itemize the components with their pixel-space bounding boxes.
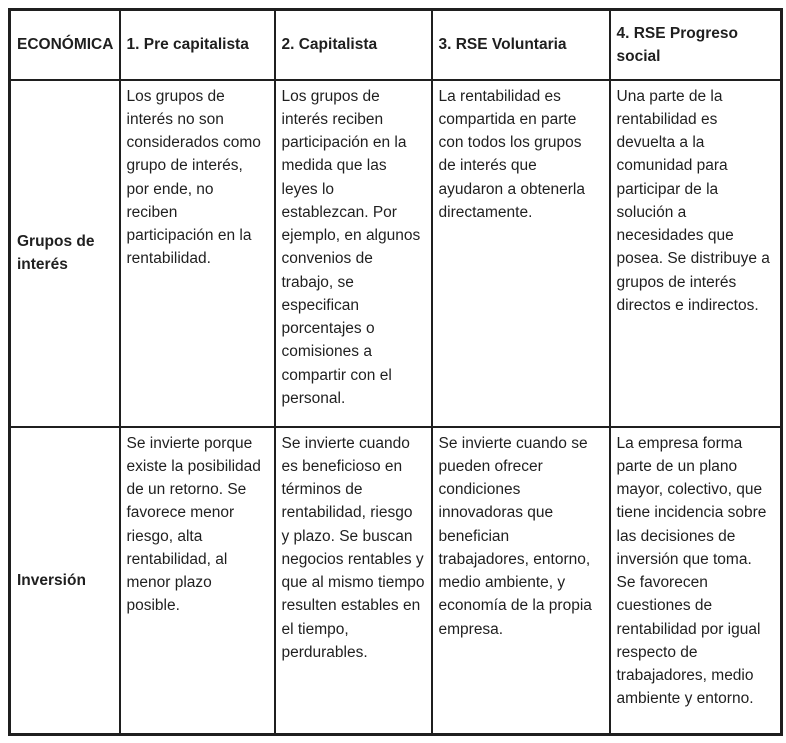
table-row-inversion (10, 427, 782, 735)
table-cell: Se invierte cuando se pueden ofrecer condiciones innovadoras que benefician trabajadores, entorno, medio ambiente, y economía de la propia empresa. (432, 427, 610, 735)
table-cell: Se invierte porque existe la posibilidad de un retorno. Se favorece menor riesgo, alta rentabilidad, al menor plazo posible. (120, 427, 275, 735)
row-header-grupos-de-interes: Grupos de interés (10, 80, 120, 427)
table-cell: La empresa forma parte de un plano mayor, colectivo, que tiene incidencia sobre las decisiones de inversión que toma. Se favorecen cuestiones de rentabilidad por igual respecto de trabajadores, medio ambiente y entorno. (610, 427, 782, 735)
table-cell: La rentabilidad es compartida en parte con todos los grupos de interés que ayudaron a obtenerla directamente. (432, 80, 610, 427)
comparison-table (8, 8, 783, 736)
column-header-capitalista: 2. Capitalista (275, 10, 432, 80)
column-header-rse-progreso-social: 4. RSE Progreso social (610, 10, 782, 80)
table-cell: Una parte de la rentabilidad es devuelta a la comunidad para participar de la solución a necesidades que posea. Se distribuye a grupos de interés directos e indirectos. (610, 80, 782, 427)
table-cell: Los grupos de interés no son considerados como grupo de interés, por ende, no reciben participación en la rentabilidad. (120, 80, 275, 427)
column-header-rse-voluntaria: 3. RSE Voluntaria (432, 10, 610, 80)
header-row (10, 10, 782, 80)
column-header-pre-capitalista: 1. Pre capitalista (120, 10, 275, 80)
table-row-grupos-de-interes (10, 80, 782, 427)
column-header-economica: ECONÓMICA (10, 10, 120, 80)
row-header-inversion: Inversión (10, 427, 120, 735)
table-cell: Los grupos de interés reciben participación en la medida que las leyes lo establezcan. Por ejemplo, en algunos convenios de trabajo, se especifican porcentajes o comisiones a compartir con el personal. (275, 80, 432, 427)
table-cell: Se invierte cuando es beneficioso en términos de rentabilidad, riesgo y plazo. Se buscan negocios rentables y que al mismo tiempo resulten estables en el tiempo, perdurables. (275, 427, 432, 735)
